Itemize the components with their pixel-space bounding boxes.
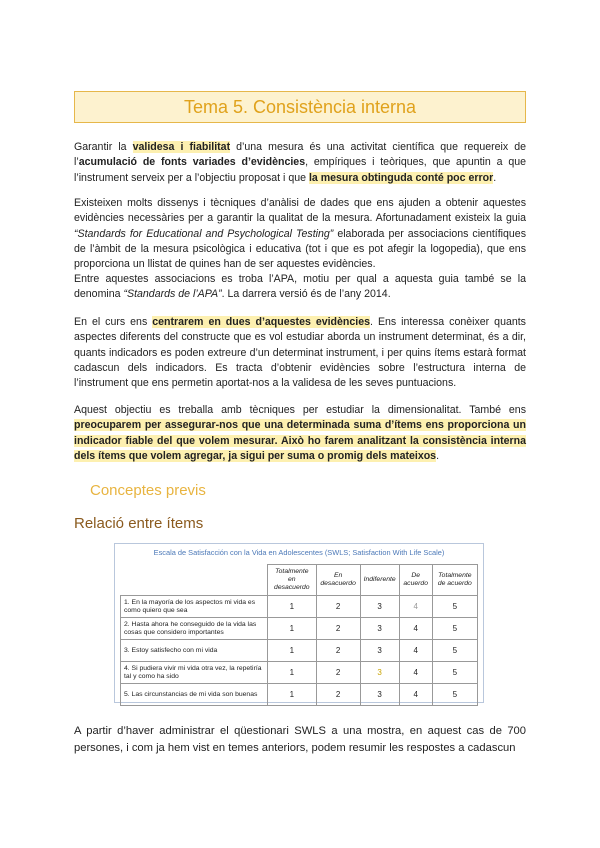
p5-bold-1: preocuparem per assegurar-nos que una determinada suma d’ítems ens proporciona un indicador fiable del que volem mesurar. Això ho farem analitzant la consistència interna dels ítems que volem agregar, ja sigui per suma o promig dels mateixos [74,419,526,462]
p1-text-3: , empíriques i teòriques, que apuntin a que l’instrument serveix per a l’objectiu proposat i que [74,156,526,184]
value-cell: 2 [316,662,360,684]
header-cell: Totalmente en desacuerdo [268,565,317,596]
p4-text-1: En el curs ens [74,316,153,328]
value-cell: 3 [360,640,399,662]
value-cell: 3 [360,662,399,684]
value-cell: 2 [316,618,360,640]
table-row [121,596,478,618]
p1-bold-1: validesa i fiabilitat [132,141,231,153]
p1-text-4: . [493,171,497,184]
p2-italic-1: “Standards for Educational and Psychological Testing” [74,227,334,240]
value-cell: 2 [316,640,360,662]
paragraph-4 [74,315,526,391]
paragraph-1 [74,140,526,186]
p1-text-1: Garantir la [74,141,133,153]
value-cell: 1 [268,618,317,640]
value-cell: 5 [432,640,477,662]
paragraph-2 [74,196,526,272]
p3-text-1: Entre aquestes associacions es troba l’APA, motiu per qual a aquesta guia també se la denomina [74,273,526,301]
table-row [121,640,478,662]
p1-bold-2: acumulació de fonts variades d’evidències [78,156,306,169]
p1-bold-3: la mesura obtinguda conté poc error [308,171,494,184]
paragraph-5 [74,403,526,464]
subsection-heading: Relació entre ítems [74,515,204,532]
table-row [121,618,478,640]
value-cell: 5 [432,684,477,706]
value-cell: 4 [399,662,432,684]
value-cell: 4 [399,640,432,662]
p3-italic-1: “Standards de l’APA” [123,288,222,301]
value-cell: 4 [399,684,432,706]
p4-text-2: . Ens interessa conèixer quants aspectes diferents del constructe que es vol estudiar aborda un instrument determinat, és a dir, quants indicadors es poden extreure d’un determinat instrument, i per quins ítems estarà format cadascun dels indicadors. Es tracta d’obtenir evidències sobre l’estructura interna de l’instrument que ens permetin aportat-nos a la validesa de les seves puntuacions. [74,316,526,390]
section-heading: Conceptes previs [90,482,206,499]
scale-caption: Escala de Satisfacción con la Vida en Adolescentes (SWLS; Satisfaction With Life Scale) [153,548,445,557]
header-cell: Totalmente de acuerdo [432,565,477,596]
value-cell: 2 [316,596,360,618]
value-cell: 1 [268,684,317,706]
value-cell: 1 [268,662,317,684]
item-text: 3. Estoy satisfecho con mi vida [121,640,268,662]
table-row [121,684,478,706]
p1-text-2: d’una mesura és una activitat científica que requereix de l’ [74,141,527,169]
value-cell: 5 [432,596,477,618]
paragraph-3 [74,272,526,303]
value-cell: 3 [360,684,399,706]
value-cell: 5 [432,618,477,640]
value-cell: 1 [268,640,317,662]
swls-scale-figure [114,543,484,703]
header-cell: Indiferente [360,565,399,596]
p3-text-2: . La darrera versió és de l’any 2014. [221,288,391,301]
header-cell: De acuerdo [399,565,432,596]
p5-text-1: Aquest objectiu es treballa amb tècniques per estudiar la dimensionalitat. També ens [74,404,526,416]
item-text: 2. Hasta ahora he conseguido de la vida las cosas que considero importantes [121,618,268,640]
p2-text-2: elaborada per associacions científiques de l’àmbit de la mesura psicològica i educativa (tot i que es pot afegir la logopedia), que ens proporciona un llistat de quines han de ser aquestes evidències. [74,227,526,271]
p4-bold-1: centrarem en dues d’aquestes evidències [152,316,371,328]
item-text: 5. Las circunstancias de mi vida son buenas [121,684,268,706]
item-text: 4. Si pudiera vivir mi vida otra vez, la repetiría tal y como ha sido [121,662,268,684]
value-cell: 4 [399,618,432,640]
p5-text-2: . [436,449,440,462]
value-cell: 5 [432,662,477,684]
table-header-row [121,565,478,596]
p2-text-1: Existeixen molts dissenys i tècniques d’anàlisi de dades que ens ajuden a obtenir aquestes evidències necessàries per a garantir la qualitat de la mesura. Afortunadament existeix la guia [74,197,526,225]
value-cell: 3 [360,596,399,618]
header-blank [121,565,268,596]
value-cell: 4 [399,596,432,618]
item-text: 1. En la mayoría de los aspectos mi vida es como quiero que sea [121,596,268,618]
header-cell: En desacuerdo [316,565,360,596]
swls-table [120,564,478,706]
value-cell: 3 [360,618,399,640]
table-row [121,662,478,684]
paragraph-6: A partir d’haver administrar el qüestionari SWLS a una mostra, en aquest cas de 700 persones, i com ja hem vist en temes anteriors, podem resumir les respostes a cadascun [74,725,526,754]
page-title: Tema 5. Consistència interna [74,91,526,123]
value-cell: 2 [316,684,360,706]
value-cell: 1 [268,596,317,618]
